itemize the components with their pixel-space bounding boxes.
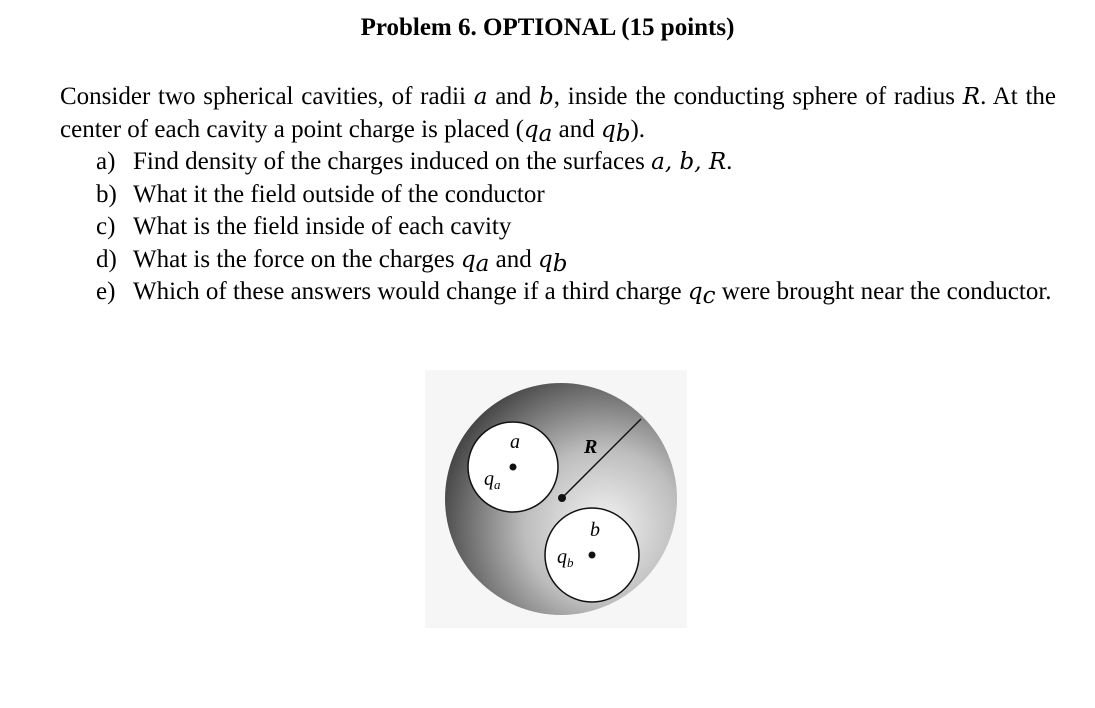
question-e: e) Which of these answers would change if a third charge $q_c$ were brought near the conductor. [96,278,1052,309]
problem-text [60,81,1056,309]
label-R: R [584,436,598,458]
question-a: a) Find density of the charges induced on the surfaces a, b, R. [96,148,733,175]
charge-a-dot [510,464,517,471]
conducting-sphere-figure [420,360,690,630]
problem-title: Problem 6. OPTIONAL (15 points) [360,14,735,41]
label-b: b [590,519,600,541]
charge-b-dot [589,552,596,559]
label-qb: $q_b$ [557,546,574,570]
problem-intro: Consider two spherical cavities, of radii a and b, inside the conducting sphere of radius R. At the center of each cavity a point charge is placed ($q_a$ and $q_b$). [60,83,1056,147]
question-b: b) What it the field outside of the conductor [96,180,545,208]
question-c: c) What is the field inside of each cavity [96,213,512,240]
label-qa: $q_a$ [484,468,501,492]
label-a: a [510,431,520,453]
sphere-center-dot [558,494,566,502]
question-list [60,146,1056,309]
question-d: d) What is the force on the charges $q_a$ and $q_b$ [96,245,568,277]
